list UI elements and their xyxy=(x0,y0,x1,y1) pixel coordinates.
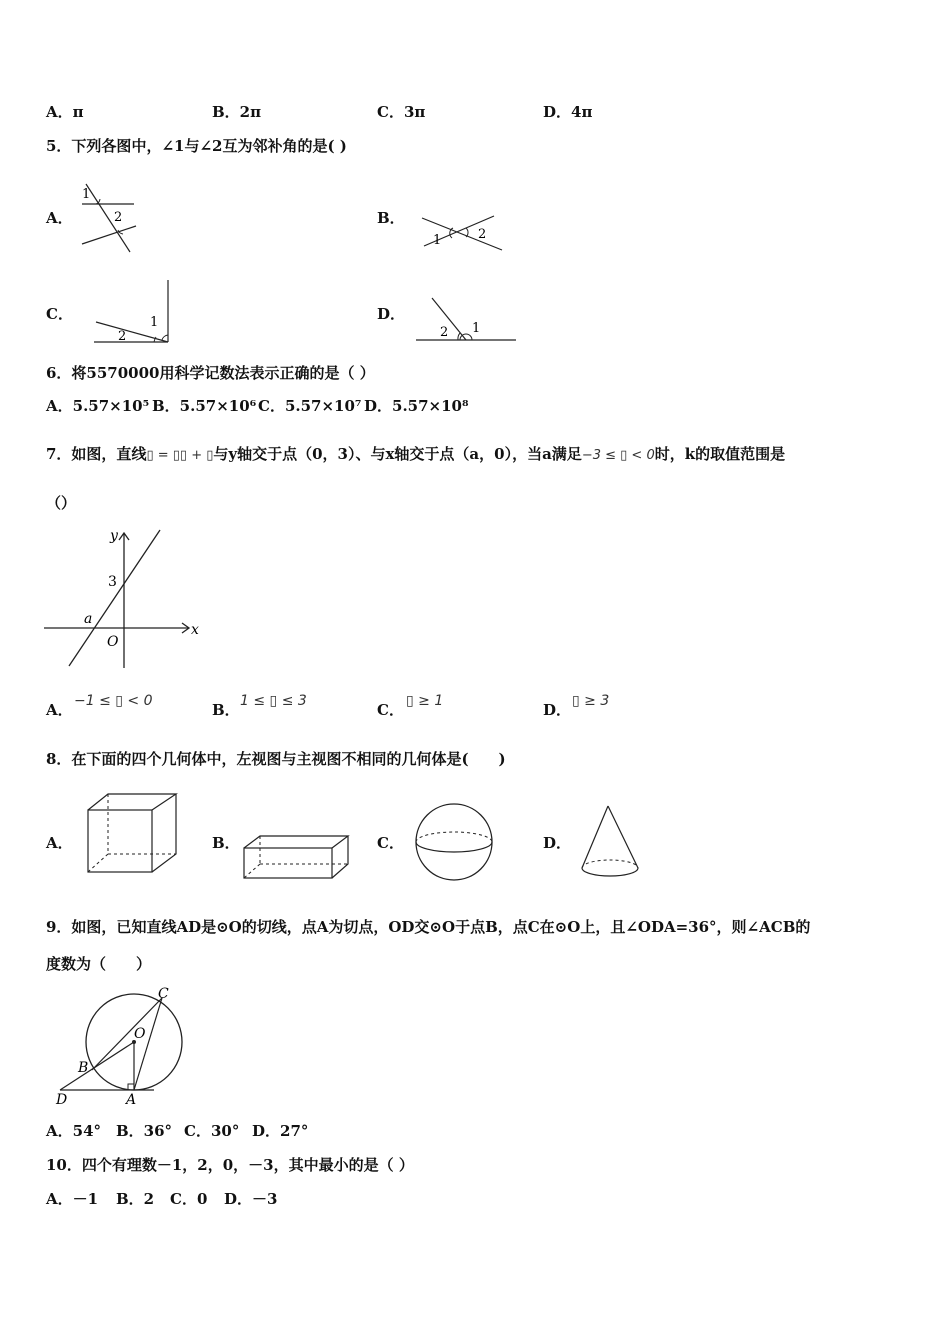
q9-label-c: C xyxy=(158,986,169,1002)
q5c-label-2: 2 xyxy=(118,329,127,344)
q9-stem-line2: 度数为（ ） xyxy=(46,955,152,973)
q10-option-a: A．－1 xyxy=(46,1190,99,1208)
q10-option-c: C．0 xyxy=(170,1190,208,1208)
q9-stem-line1: 9．如图，已知直线AD是⊙O的切线，点A为切点，OD交⊙O于点B，点C在⊙O上，且∠ODA=36°，则∠ACB的 xyxy=(46,918,811,936)
q10-stem: 10．四个有理数－1，2，0，－3，其中最小的是（ ） xyxy=(46,1156,414,1174)
q5-figure-c xyxy=(92,278,174,346)
q7-formula-line: ▯ = ▯▯ + ▯ xyxy=(146,448,214,463)
q7-paren: （） xyxy=(46,494,77,512)
q5d-label-2: 2 xyxy=(440,325,449,340)
q9-option-b: B．36° xyxy=(116,1122,173,1140)
q5-figure-d xyxy=(414,294,520,346)
q9-label-b: B xyxy=(78,1060,89,1076)
q8-option-c: C． xyxy=(377,834,404,852)
x-axis-label: x xyxy=(191,622,199,638)
q9-figure xyxy=(54,984,194,1106)
q8-option-d: D． xyxy=(543,834,572,852)
q8-figure-sphere xyxy=(412,800,498,884)
q7-formula-b: 1 ≤ ▯ ≤ 3 xyxy=(240,693,307,709)
q7-option-c: C． xyxy=(377,701,404,719)
q5b-label-1: 1 xyxy=(433,233,442,248)
q7-formula-a: −1 ≤ ▯ < 0 xyxy=(74,693,153,709)
q7-option-a: A． xyxy=(46,701,73,719)
q8-stem: 8．在下面的四个几何体中，左视图与主视图不相同的几何体是( ) xyxy=(46,750,506,768)
q5c-label-1: 1 xyxy=(150,315,159,330)
q8-figure-cone xyxy=(578,802,644,882)
q9-option-c: C．30° xyxy=(184,1122,240,1140)
a-label: a xyxy=(84,611,93,627)
q10-option-d: D．－3 xyxy=(224,1190,278,1208)
q4-option-d: D．4π xyxy=(543,103,593,121)
q9-option-a: A．54° xyxy=(46,1122,102,1140)
q5-option-a: A． xyxy=(46,209,73,227)
q9-label-d: D xyxy=(56,1092,68,1108)
q5-figure-a xyxy=(74,178,144,258)
q8-option-b: B． xyxy=(212,834,240,852)
q8-figure-prism xyxy=(240,832,352,882)
q7-formula-c: ▯ ≥ 1 xyxy=(406,693,444,709)
q6-stem: 6．将5570000用科学记数法表示正确的是（ ） xyxy=(46,364,375,382)
q7-option-b: B． xyxy=(212,701,240,719)
q4-option-a: A．π xyxy=(46,103,84,121)
q7-graph xyxy=(44,528,204,673)
q7-formula-cond: −3 ≤ ▯ < 0 xyxy=(581,448,655,463)
q5a-label-1: 1 xyxy=(82,187,91,202)
q7-option-d: D． xyxy=(543,701,572,719)
q7-stem-part2: 与y轴交于点（0，3）、与x轴交于点（a，0），当a满足 xyxy=(213,445,582,463)
q5-option-c: C． xyxy=(46,305,73,323)
q8-figure-cube xyxy=(84,792,180,876)
q5-stem: 5．下列各图中，∠1与∠2互为邻补角的是( ) xyxy=(46,137,347,155)
y-intercept-label: 3 xyxy=(108,574,117,590)
q5a-label-2: 2 xyxy=(114,210,123,225)
y-axis-label: y xyxy=(110,528,118,544)
q7-stem-part3: 时，k的取值范围是 xyxy=(654,445,786,463)
q10-option-b: B．2 xyxy=(116,1190,155,1208)
q5-figure-b xyxy=(418,210,508,255)
q6-option-c: C．5.57×10⁷ xyxy=(258,397,362,415)
q5d-label-1: 1 xyxy=(472,321,481,336)
q5-option-d: D． xyxy=(377,305,406,323)
q7-formula-d: ▯ ≥ 3 xyxy=(572,693,610,709)
q4-option-b: B．2π xyxy=(212,103,262,121)
q4-option-c: C．3π xyxy=(377,103,426,121)
origin-label: O xyxy=(107,634,119,650)
q7-stem xyxy=(46,444,785,466)
q8-option-a: A． xyxy=(46,834,73,852)
q7-stem-part1: 7．如图，直线 xyxy=(46,445,147,463)
q9-label-o: O xyxy=(134,1026,146,1042)
q6-option-a: A．5.57×10⁵ xyxy=(46,397,150,415)
q5b-label-2: 2 xyxy=(478,227,487,242)
q6-option-d: D．5.57×10⁸ xyxy=(364,397,469,415)
q5-option-b: B． xyxy=(377,209,405,227)
q9-option-d: D．27° xyxy=(252,1122,309,1140)
q6-option-b: B．5.57×10⁶ xyxy=(152,397,257,415)
q9-label-a: A xyxy=(126,1092,137,1108)
